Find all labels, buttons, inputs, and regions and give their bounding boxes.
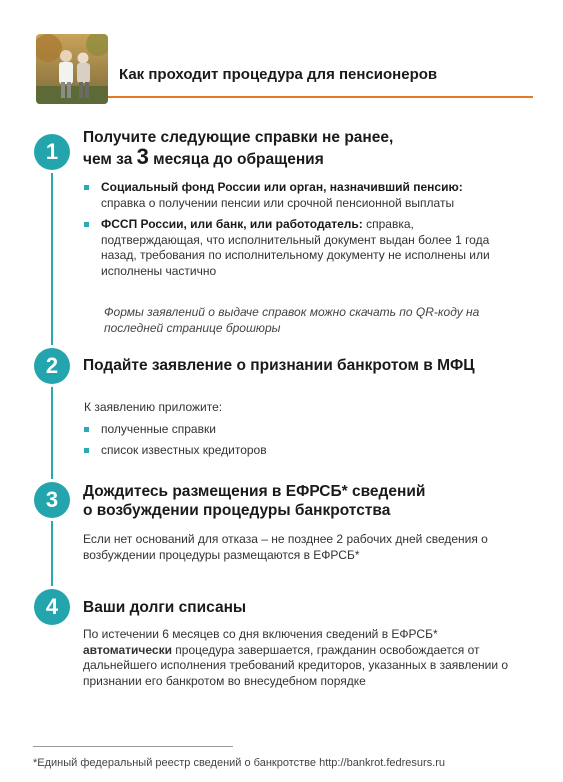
step-3-title bbox=[83, 482, 425, 520]
header-divider bbox=[108, 96, 533, 98]
step-1-title-line2: чем за 3 месяца до обращения bbox=[83, 144, 324, 169]
step-3-title-line1: Дождитесь размещения в ЕФРСБ* сведений bbox=[83, 483, 426, 500]
step-4-number: 4 bbox=[34, 589, 70, 625]
timeline-line bbox=[51, 150, 53, 620]
step-1-note: Формы заявлений о выдаче справок можно скачать по QR-коду на последней странице брошюры bbox=[104, 305, 480, 335]
step-4-text: По истечении 6 месяцев со дня включения сведений в ЕФРСБ* автоматически процедура завершается, гражданин освобождается от дальнейшего исполнения требований кредиторов, указанных в заявлении о признании его банкротом во внесудебном порядке bbox=[83, 627, 509, 688]
bullet-icon bbox=[84, 222, 89, 227]
list-item: полученные справки bbox=[84, 422, 504, 438]
step-4-title: Ваши долги списаны bbox=[83, 599, 247, 616]
list-item: Социальный фонд России или орган, назначивший пенсию: справка о получении пенсии или срочной пенсионной выплаты bbox=[84, 180, 504, 211]
footnote: *Единый федеральный реестр сведений о банкротстве http://bankrot.fedresurs.ru bbox=[33, 757, 446, 769]
step-2-number: 2 bbox=[34, 348, 70, 384]
bullet-icon bbox=[84, 185, 89, 190]
header-photo-elderly-couple bbox=[36, 34, 108, 104]
step-2-content bbox=[84, 400, 504, 465]
page-title: Как проходит процедура для пенсионеров bbox=[119, 66, 438, 83]
step-1-title-line1: Получите следующие справки не ранее, bbox=[83, 129, 394, 146]
step-1-title bbox=[83, 128, 393, 169]
bullet-icon bbox=[84, 448, 89, 453]
step-1-number: 1 bbox=[34, 134, 70, 170]
step-3-number: 3 bbox=[34, 482, 70, 518]
step-2-intro: К заявлению приложите: bbox=[84, 400, 223, 414]
list-item: список известных кредиторов bbox=[84, 443, 504, 459]
bullet-icon bbox=[84, 427, 89, 432]
footnote-divider bbox=[33, 746, 233, 747]
list-item: ФССП России, или банк, или работодатель: справка, подтверждающая, что исполнительный документ выдан более 1 года назад, требования по исполнительному документу не исполнены или исполнены частично bbox=[84, 217, 504, 279]
step-1-items bbox=[84, 180, 504, 285]
step-3-text: Если нет оснований для отказа – не позднее 2 рабочих дней сведения о возбуждении процедуры размещаются в ЕФРСБ* bbox=[83, 532, 488, 562]
step-2-title: Подайте заявление о признании банкротом в МФЦ bbox=[83, 357, 475, 374]
step-3-title-line2: о возбуждении процедуры банкротства bbox=[83, 502, 391, 519]
